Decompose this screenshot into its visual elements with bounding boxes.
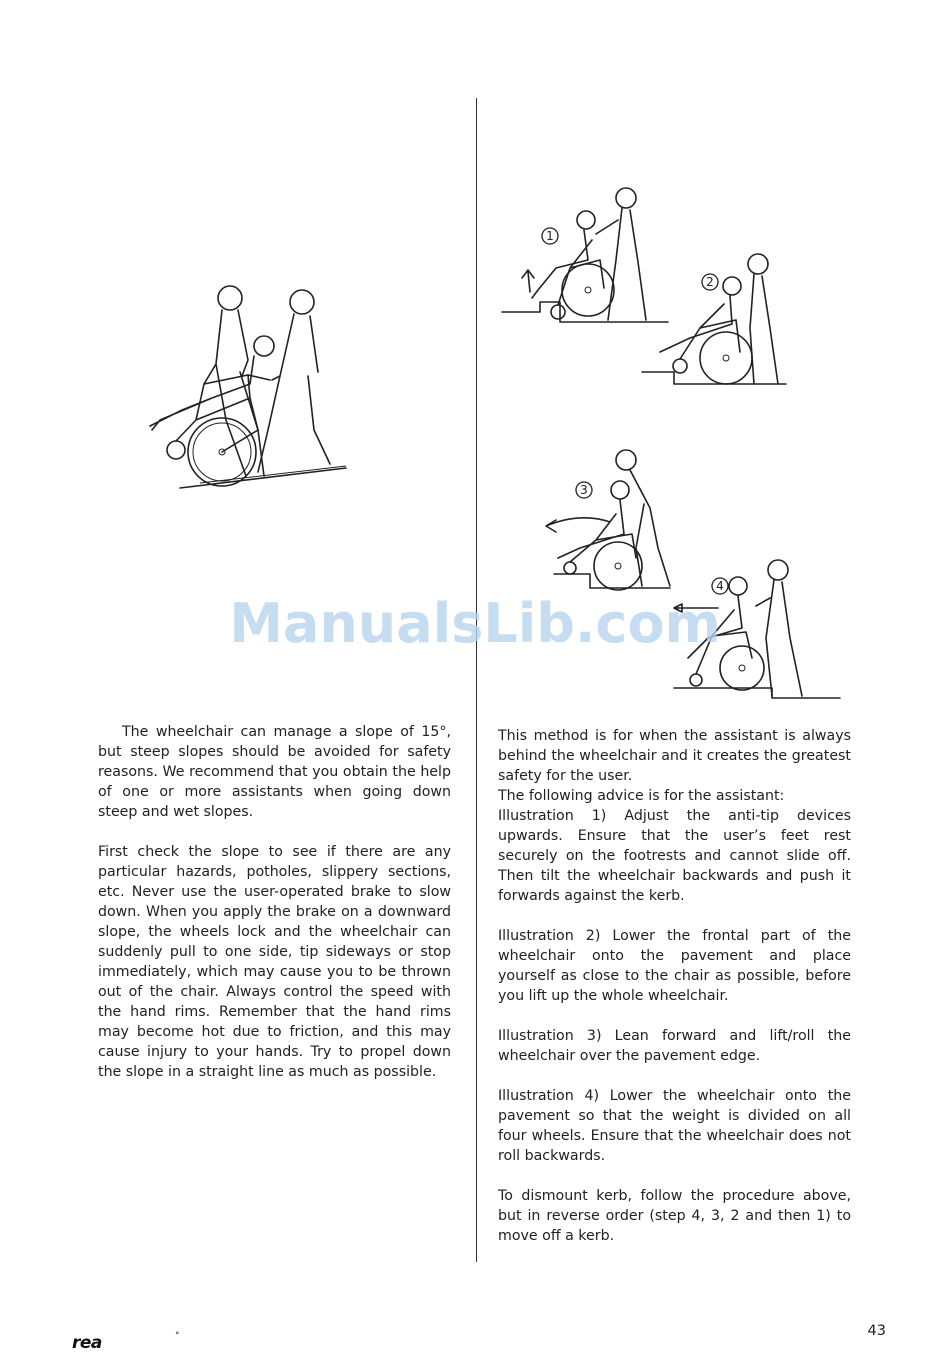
kerb-intro [498,726,851,906]
step-2-text: Illustration 2) Lower the frontal part of the wheelchair onto the pavement and place yourself as close to the chair as possible, before you lift up the whole wheelchair. [498,928,851,1004]
step-label-4: 4 [716,579,724,593]
dismount-text: To dismount kerb, follow the procedure above, but in reverse order (step 4, 3, 2 and then 1) to move off a kerb. [498,1188,851,1244]
kerb-illustration-2 [640,248,800,398]
step-4-text: Illustration 4) Lower the wheelchair onto the pavement so that the weight is divided on all four wheels. Ensure that the wheelchair does not roll backwards. [498,1088,851,1164]
watermark: ManualsLib.com [229,592,721,655]
step-label-3: 3 [580,483,588,497]
footer-mark: ° [175,1331,180,1341]
slope-paragraph-2: First check the slope to see if there are any particular hazards, potholes, slippery sections, etc. Never use the user-operated brake to slow down. When you apply the brake on a downward slope, the wheels lock and the wheelchair can suddenly pull to one side, tip sideways or stop immediately, which may cause you to be thrown out of the chair. Always control the speed with the hand rims. Remember that the hand rims may become hot due to friction, and this may cause injury to your hands. Try to propel down the slope in a straight line as much as possible. [98,844,451,1080]
step-label-1: 1 [546,229,554,243]
right-column-text [498,726,851,1246]
step-1-text: Illustration 1) Adjust the anti-tip devices upwards. Ensure that the user’s feet rest securely on the footrests and cannot slide off. Then tilt the wheelchair backwards and push it forwards against the kerb. [498,808,851,904]
slope-illustration [130,280,360,495]
page-number: 43 [867,1323,886,1339]
slope-paragraph-1: The wheelchair can manage a slope of 15°, but steep slopes should be avoided for safety reasons. We recommend that you obtain the help of one or more assistants when going down steep and wet slopes. [98,724,451,820]
left-column-text [98,722,451,1082]
step-label-2: 2 [706,275,714,289]
column-divider [476,98,477,1262]
rea-logo: rea [72,1333,102,1353]
kerb-intro-text: This method is for when the assistant is always behind the wheelchair and it creates the greatest safety for the user. [498,728,851,784]
advice-heading: The following advice is for the assistant: [498,788,785,804]
step-3-text: Illustration 3) Lean forward and lift/roll the wheelchair over the pavement edge. [498,1028,851,1064]
